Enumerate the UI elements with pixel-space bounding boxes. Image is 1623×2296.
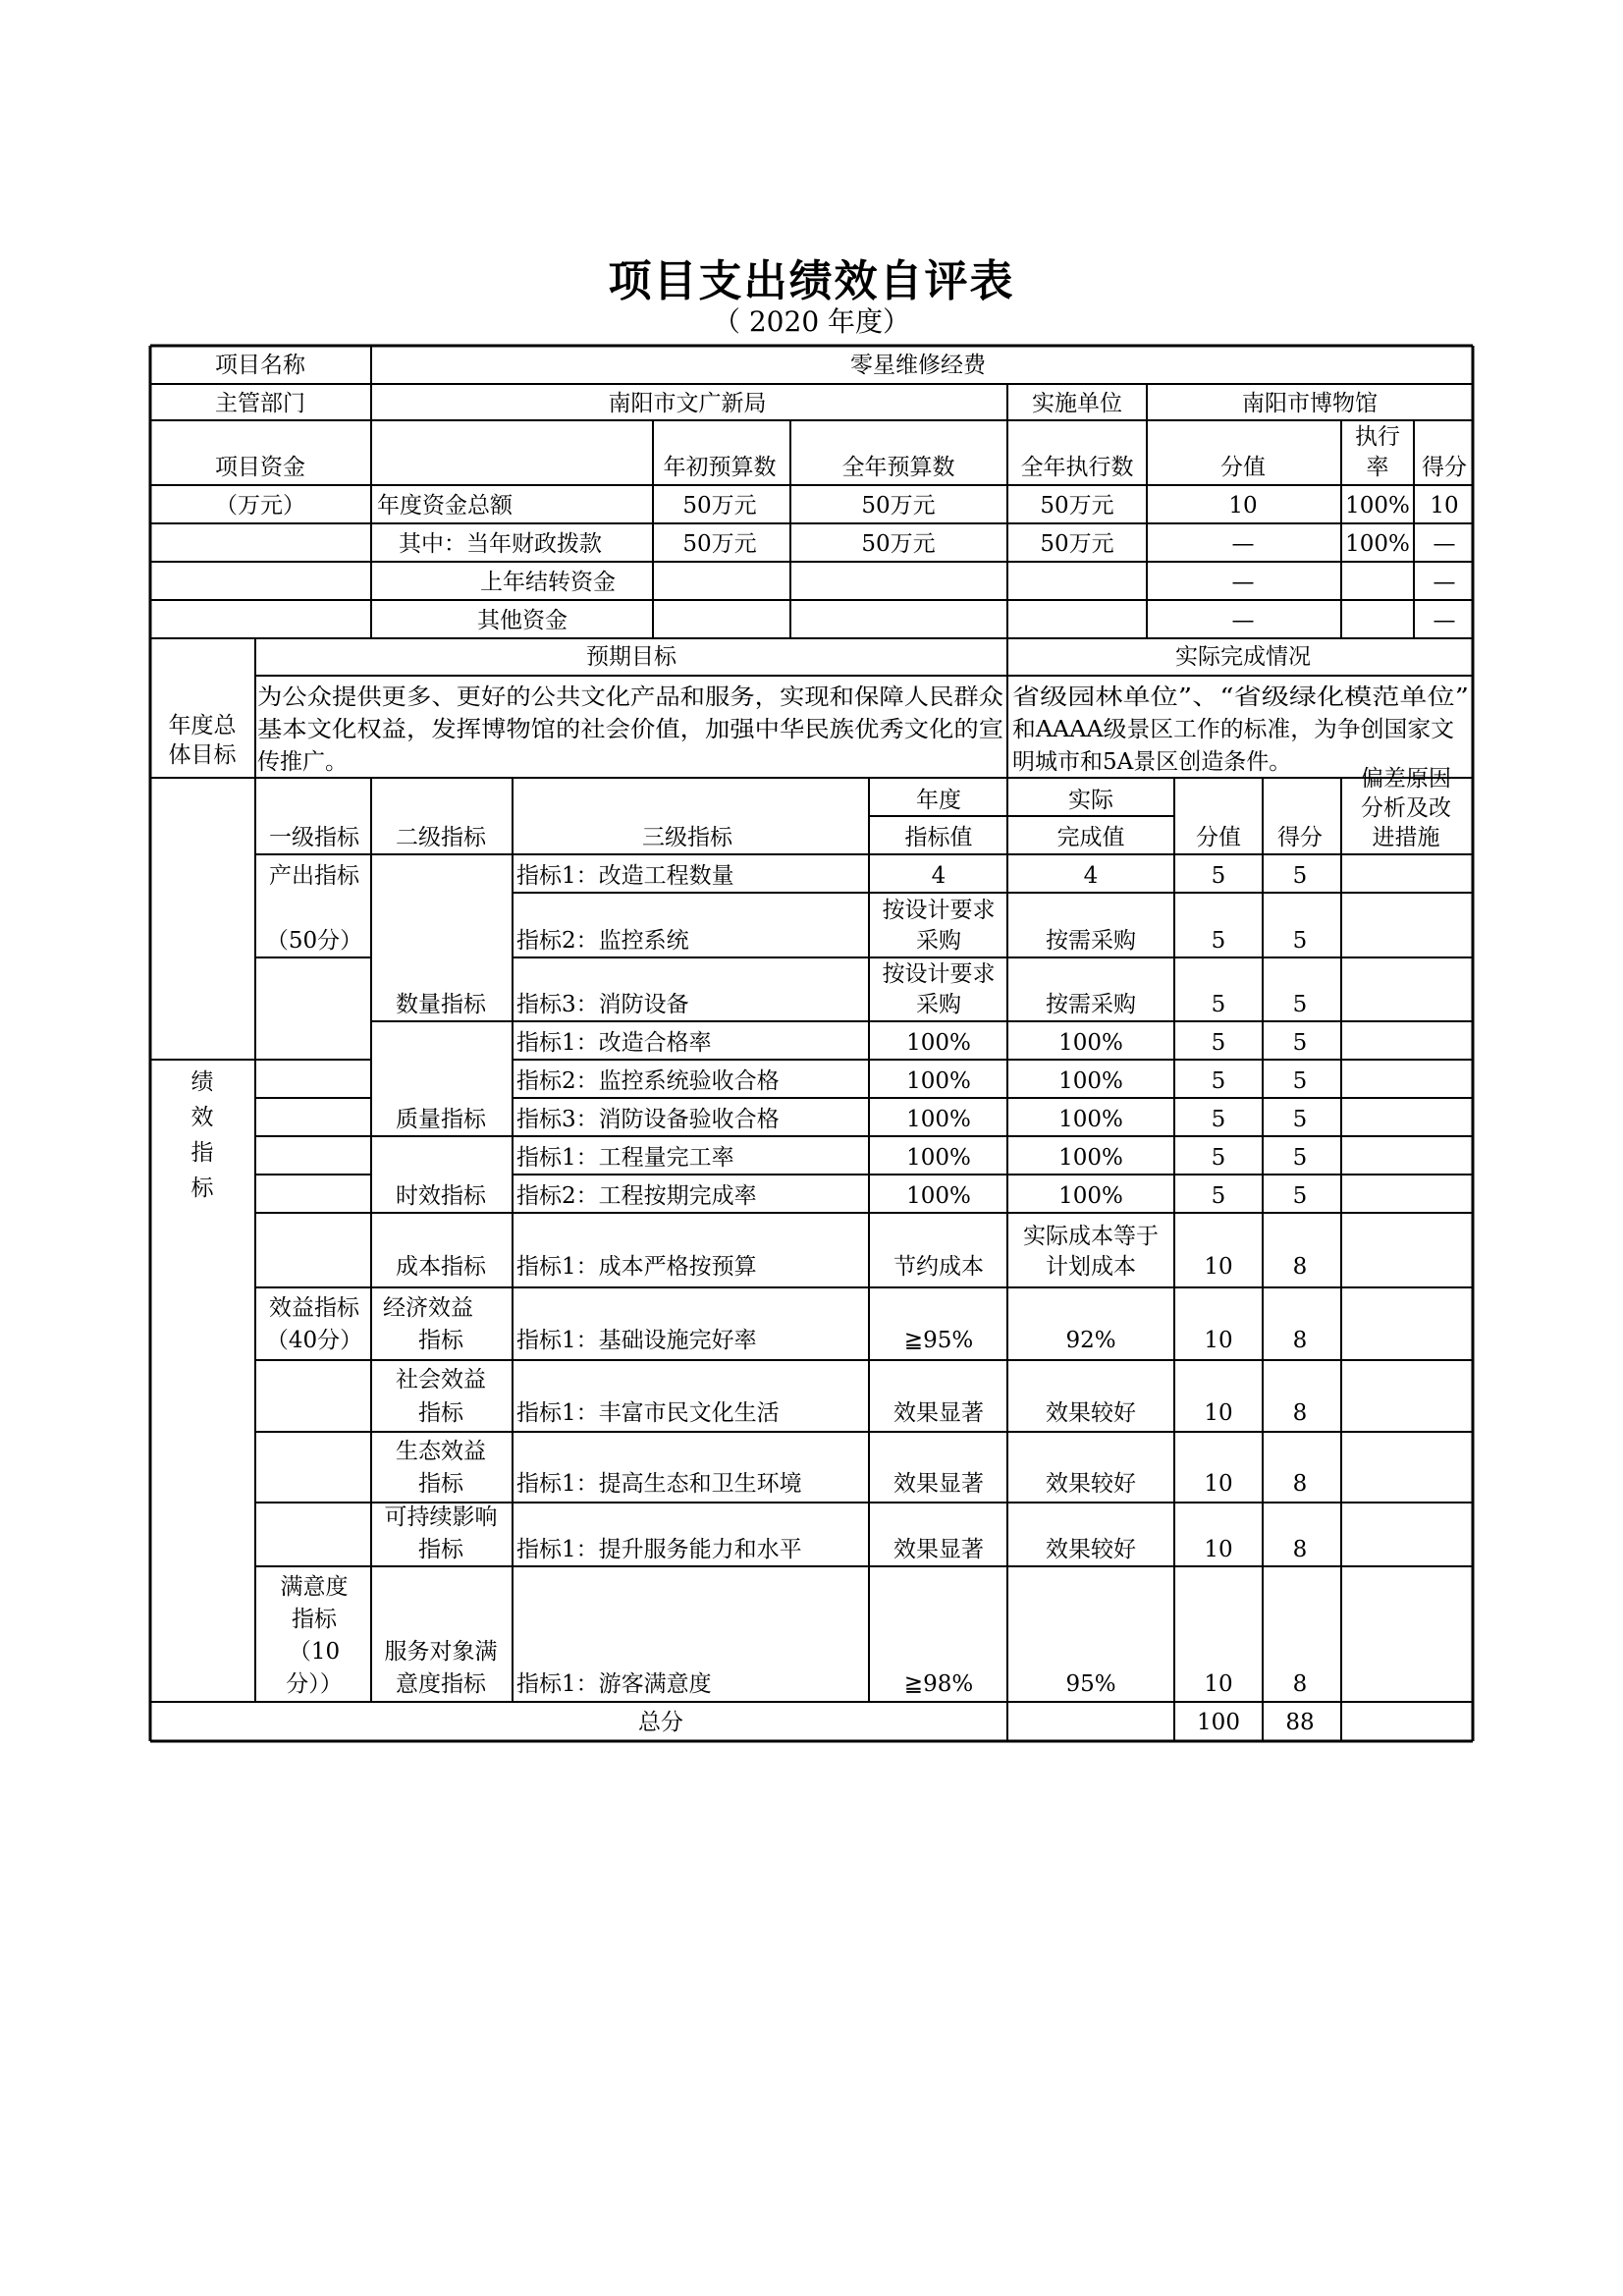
ind-name: 指标1：改造合格率 <box>516 1030 712 1056</box>
funds-row-score-value: 10 <box>1228 493 1258 519</box>
ind-target: 100% <box>906 1183 971 1209</box>
ind-score: 5 <box>1292 1107 1308 1132</box>
ind-side-label: 标 <box>190 1175 214 1201</box>
level1-satisfaction-points: （10 <box>288 1639 341 1665</box>
level2-quality: 质量指标 <box>396 1107 486 1132</box>
level2-timeliness: 时效指标 <box>396 1183 486 1209</box>
funds-header-executed: 全年执行数 <box>1020 455 1134 480</box>
ind-target: 100% <box>906 1030 971 1056</box>
ind-name: 指标1：成本严格按预算 <box>516 1254 757 1280</box>
table-row <box>516 961 1307 1017</box>
funds-row-score: — <box>1433 531 1456 557</box>
goals-expected-line: 为公众提供更多、更好的公共文化产品和服务，实现和保障人民群众 <box>257 684 1003 710</box>
ind-score: 5 <box>1292 1068 1308 1094</box>
level1-satisfaction: 满意度 <box>280 1574 349 1600</box>
ind-name: 指标1：工程量完工率 <box>516 1145 734 1171</box>
ind-score-value: 10 <box>1204 1400 1233 1426</box>
ind-score-value: 5 <box>1211 1068 1226 1094</box>
level2-social: 社会效益 <box>396 1367 486 1393</box>
goals-actual-header: 实际完成情况 <box>1175 644 1311 670</box>
ind-header-notes-2: 分析及改 <box>1361 795 1451 821</box>
funds-row-annual: 50万元 <box>861 493 936 519</box>
ind-target: 100% <box>906 1145 971 1171</box>
level1-output: 产出指标 <box>269 863 359 889</box>
level2-service: 服务对象满 <box>384 1639 498 1665</box>
ind-name: 指标1：基础设施完好率 <box>516 1328 757 1353</box>
table-row <box>516 1537 1307 1562</box>
ind-score-value: 5 <box>1211 1030 1226 1056</box>
ind-score: 8 <box>1292 1254 1308 1280</box>
funds-row-score-value: — <box>1231 608 1255 633</box>
ind-actual: 效果较好 <box>1046 1471 1136 1497</box>
funds-row-score: — <box>1433 570 1456 595</box>
ind-actual: 100% <box>1058 1145 1123 1171</box>
ind-score-value: 5 <box>1211 1183 1226 1209</box>
ind-name: 指标2：工程按期完成率 <box>516 1183 757 1209</box>
project-name-value: 零星维修经费 <box>850 353 986 378</box>
table-row <box>516 1068 1307 1094</box>
level1-satisfaction-points: 分）） <box>286 1671 343 1697</box>
ind-actual: 100% <box>1058 1107 1123 1132</box>
total-label: 总分 <box>638 1710 683 1735</box>
impl-value: 南阳市博物馆 <box>1242 391 1378 416</box>
funds-row-executed: 50万元 <box>1040 493 1114 519</box>
table-row <box>516 1400 1307 1426</box>
goals-actual-line: 明城市和5A景区创造条件。 <box>1012 749 1292 775</box>
ind-target: 100% <box>906 1107 971 1132</box>
ind-header-level1: 一级指标 <box>269 825 359 850</box>
impl-label: 实施单位 <box>1032 391 1122 416</box>
funds-row-name: 其中：当年财政拨款 <box>399 531 602 557</box>
table-row <box>516 1671 1307 1697</box>
funds-header-annual: 全年预算数 <box>841 455 955 480</box>
ind-target: 按设计要求 <box>882 961 996 987</box>
funds-row-initial: 50万元 <box>682 531 757 557</box>
level1-output-points: （50分） <box>265 928 363 954</box>
ind-actual: 4 <box>1083 863 1099 889</box>
funds-row-name: 上年结转资金 <box>480 570 616 595</box>
ind-target: 100% <box>906 1068 971 1094</box>
ind-actual: 按需采购 <box>1046 928 1136 954</box>
ind-score-value: 10 <box>1204 1254 1233 1280</box>
level2-economic: 经济效益 <box>383 1295 473 1321</box>
ind-actual: 计划成本 <box>1046 1254 1136 1280</box>
total-score-value: 100 <box>1197 1710 1240 1735</box>
ind-target: ≧98% <box>903 1671 974 1697</box>
funds-header-score-value: 分值 <box>1220 455 1266 480</box>
ind-actual: 92% <box>1065 1328 1116 1353</box>
ind-score-value: 5 <box>1211 863 1226 889</box>
goals-actual-line: 和AAAA级景区工作的标准，为争创国家文 <box>1012 717 1454 742</box>
ind-actual: 100% <box>1058 1068 1123 1094</box>
funds-row-score-value: — <box>1231 570 1255 595</box>
table-row <box>516 1145 1307 1171</box>
goals-actual-line: 省级园林单位”、“省级绿化模范单位” <box>1012 684 1469 710</box>
ind-actual: 效果较好 <box>1046 1537 1136 1562</box>
funds-header-initial: 年初预算数 <box>663 455 777 480</box>
ind-score: 8 <box>1292 1471 1308 1497</box>
ind-side-label: 效 <box>190 1105 214 1130</box>
goals-expected-line: 基本文化权益，发挥博物馆的社会价值，加强中华民族优秀文化的宣 <box>257 717 1003 742</box>
ind-actual: 效果较好 <box>1046 1400 1136 1426</box>
level2-cost: 成本指标 <box>396 1254 486 1280</box>
ind-actual: 95% <box>1065 1671 1116 1697</box>
funds-row-name: 其他资金 <box>477 608 568 633</box>
ind-name: 指标1：改造工程数量 <box>516 863 734 889</box>
funds-row-annual: 50万元 <box>861 531 936 557</box>
ind-name: 指标3：消防设备 <box>516 992 689 1017</box>
ind-score-value: 5 <box>1211 992 1226 1017</box>
funds-unit-label: （万元） <box>215 493 305 519</box>
ind-score-value: 5 <box>1211 1145 1226 1171</box>
ind-score: 5 <box>1292 863 1308 889</box>
funds-row-rate: 100% <box>1345 531 1410 557</box>
table-row <box>516 863 1307 889</box>
ind-header-actual-1: 实际 <box>1068 788 1113 813</box>
ind-target: 4 <box>931 863 947 889</box>
ind-header-notes-1: 偏差原因 <box>1361 766 1451 792</box>
ind-actual: 实际成本等于 <box>1023 1224 1159 1249</box>
document-title: 项目支出绩效自评表 <box>608 256 1015 306</box>
goals-expected-line: 传推广。 <box>257 749 348 775</box>
ind-header-level3: 三级指标 <box>642 825 732 850</box>
funds-header-rate-1: 执行 <box>1355 424 1400 450</box>
ind-actual: 100% <box>1058 1183 1123 1209</box>
ind-header-notes-3: 进措施 <box>1372 825 1440 850</box>
ind-target: 节约成本 <box>893 1254 984 1280</box>
level2-quantity: 数量指标 <box>396 992 486 1017</box>
funds-row-score: 10 <box>1430 493 1459 519</box>
funds-row-name: 年度资金总额 <box>377 493 513 519</box>
level1-benefit: 效益指标 <box>269 1295 359 1321</box>
funds-header-rate-2: 率 <box>1366 455 1389 480</box>
level2-sustainability: 可持续影响 <box>384 1504 498 1530</box>
level2-ecological: 指标 <box>418 1471 463 1497</box>
goals-expected-header: 预期目标 <box>586 644 676 670</box>
ind-target: 采购 <box>916 928 961 954</box>
table-row <box>516 1471 1307 1497</box>
table-row <box>516 1183 1307 1209</box>
funds-row-initial: 50万元 <box>682 493 757 519</box>
ind-name: 指标1：丰富市民文化生活 <box>516 1400 780 1426</box>
ind-header-target-1: 年度 <box>916 788 961 813</box>
project-name-label: 项目名称 <box>215 353 305 378</box>
funds-label: 项目资金 <box>215 455 305 480</box>
ind-side-label: 指 <box>190 1140 214 1166</box>
table-grid <box>150 346 1473 1741</box>
ind-score: 5 <box>1292 928 1308 954</box>
ind-score: 8 <box>1292 1328 1308 1353</box>
funds-header-score: 得分 <box>1422 455 1467 480</box>
ind-score-value: 10 <box>1204 1471 1233 1497</box>
funds-row-executed: 50万元 <box>1040 531 1114 557</box>
ind-score-value: 5 <box>1211 1107 1226 1132</box>
ind-header-actual-2: 完成值 <box>1056 825 1125 850</box>
level1-benefit-points: （40分） <box>265 1328 363 1353</box>
ind-target: 效果显著 <box>893 1537 984 1562</box>
table-row <box>516 898 1307 954</box>
dept-value: 南阳市文广新局 <box>608 391 767 416</box>
total-score: 88 <box>1285 1710 1315 1735</box>
ind-score-value: 10 <box>1204 1671 1233 1697</box>
funds-row-rate: 100% <box>1345 493 1410 519</box>
level2-service: 意度指标 <box>396 1671 486 1697</box>
ind-name: 指标2：监控系统验收合格 <box>516 1068 780 1094</box>
ind-name: 指标2：监控系统 <box>516 928 689 954</box>
ind-score: 5 <box>1292 1145 1308 1171</box>
ind-name: 指标1：提高生态和卫生环境 <box>516 1471 802 1497</box>
ind-header-target-2: 指标值 <box>904 825 973 850</box>
ind-target: 按设计要求 <box>882 898 996 923</box>
ind-score: 5 <box>1292 1030 1308 1056</box>
ind-target: 效果显著 <box>893 1471 984 1497</box>
ind-name: 指标3：消防设备验收合格 <box>516 1107 780 1132</box>
goals-label-2: 体目标 <box>168 742 237 768</box>
ind-side-label: 绩 <box>190 1069 214 1095</box>
ind-score-value: 10 <box>1204 1328 1233 1353</box>
dept-label: 主管部门 <box>215 391 305 416</box>
ind-name: 指标1：提升服务能力和水平 <box>516 1537 802 1562</box>
table-row <box>516 1030 1307 1056</box>
table-row <box>516 1107 1307 1132</box>
ind-target: 采购 <box>916 992 961 1017</box>
funds-row-score-value: — <box>1231 531 1255 557</box>
ind-score: 5 <box>1292 992 1308 1017</box>
level2-social: 指标 <box>418 1400 463 1426</box>
ind-header-score: 得分 <box>1277 825 1323 850</box>
level2-ecological: 生态效益 <box>396 1439 486 1464</box>
table-row <box>516 1328 1307 1353</box>
level1-satisfaction: 指标 <box>292 1607 337 1632</box>
table-text <box>169 353 1470 1735</box>
ind-score-value: 10 <box>1204 1537 1233 1562</box>
ind-header-level2: 二级指标 <box>396 825 486 850</box>
ind-score: 8 <box>1292 1400 1308 1426</box>
ind-target: 效果显著 <box>893 1400 984 1426</box>
ind-actual: 100% <box>1058 1030 1123 1056</box>
ind-score: 8 <box>1292 1537 1308 1562</box>
ind-target: ≧95% <box>903 1328 974 1353</box>
level2-sustainability: 指标 <box>418 1537 463 1562</box>
ind-score: 8 <box>1292 1671 1308 1697</box>
funds-row-score: — <box>1433 608 1456 633</box>
document-year: （ 2020 年度） <box>712 305 911 338</box>
table-row <box>516 1224 1307 1280</box>
level2-economic: 指标 <box>418 1328 463 1353</box>
ind-score-value: 5 <box>1211 928 1226 954</box>
ind-score: 5 <box>1292 1183 1308 1209</box>
goals-label-1: 年度总 <box>168 713 237 738</box>
ind-header-score-value: 分值 <box>1196 825 1241 850</box>
ind-actual: 按需采购 <box>1046 992 1136 1017</box>
ind-name: 指标1：游客满意度 <box>516 1671 712 1697</box>
